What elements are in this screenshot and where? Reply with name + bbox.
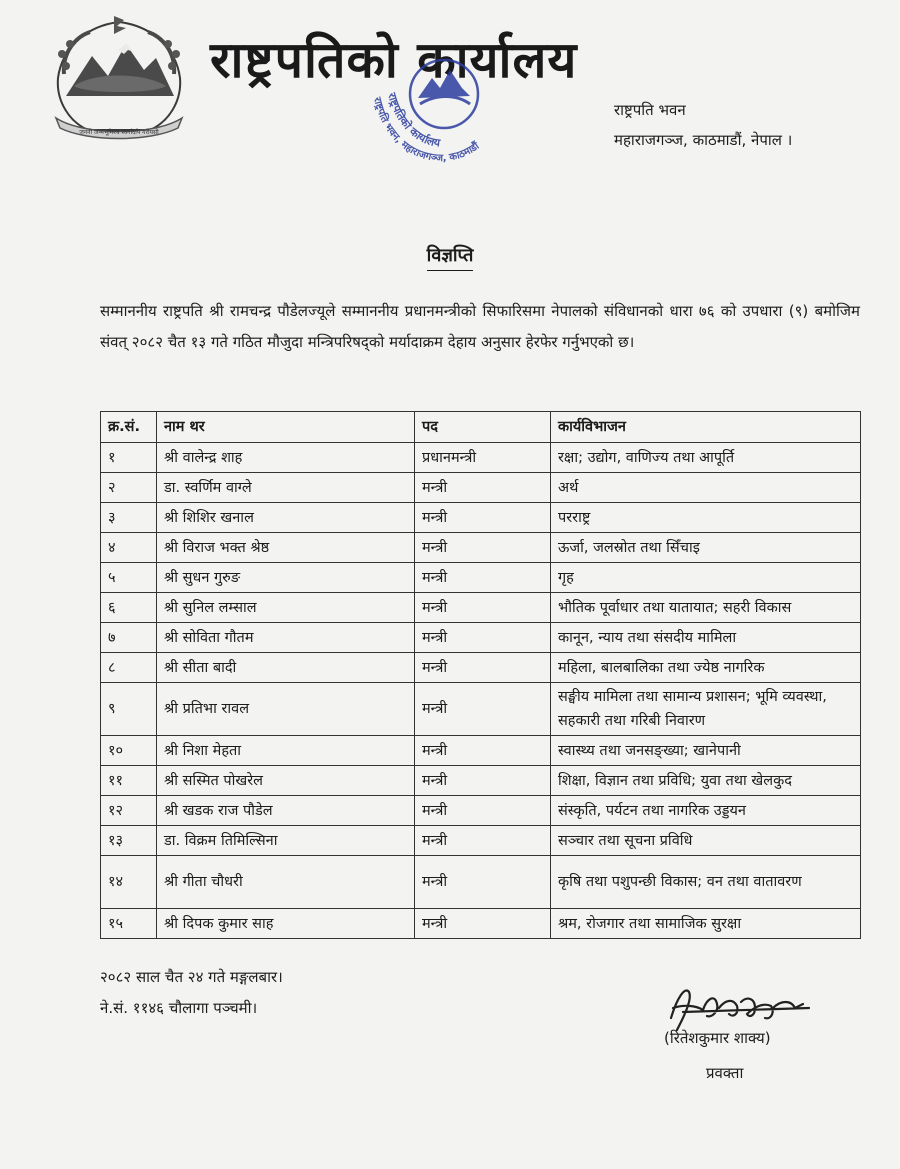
cell-name: डा. विक्रम तिमिल्सिना xyxy=(157,826,415,856)
office-title: राष्ट्रपतिको कार्यालय xyxy=(210,31,578,89)
seal-subtext: राष्ट्रपति भवन, महाराजगञ्ज, काठमाडौं xyxy=(371,96,482,165)
table-header-row xyxy=(101,412,861,443)
cell-position: मन्त्री xyxy=(415,473,551,503)
cell-name: श्री गीता चौधरी xyxy=(157,856,415,909)
svg-text:राष्ट्रपति भवन, महाराजगञ्ज, का xyxy=(371,95,482,164)
cell-name: श्री सीता बादी xyxy=(157,653,415,683)
cell-serial: ५ xyxy=(101,563,157,593)
column-header-portfolio: कार्यविभाजन xyxy=(551,412,861,443)
cell-serial: ९ xyxy=(101,683,157,736)
cell-serial: १३ xyxy=(101,826,157,856)
address-line-2: महाराजगञ्ज, काठमाडौं, नेपाल । xyxy=(614,131,793,149)
cell-position: मन्त्री xyxy=(415,766,551,796)
cell-name: श्री विराज भक्त श्रेष्ठ xyxy=(157,533,415,563)
column-header-serial: क्र.सं. xyxy=(101,412,157,443)
cell-serial: ११ xyxy=(101,766,157,796)
office-address xyxy=(614,95,792,155)
notice-heading-text: विज्ञप्ति xyxy=(427,245,474,271)
cell-serial: ७ xyxy=(101,623,157,653)
table-row xyxy=(101,443,861,473)
cell-serial: १५ xyxy=(101,909,157,939)
cell-position: मन्त्री xyxy=(415,856,551,909)
date-line-ns: ने.सं. ११४६ चौलागा पञ्चमी। xyxy=(100,999,258,1017)
cell-name: श्री दिपक कुमार साह xyxy=(157,909,415,939)
office-seal-icon xyxy=(366,54,514,178)
cell-portfolio: कानून, न्याय तथा संसदीय मामिला xyxy=(551,623,861,653)
signer-role: प्रवक्ता xyxy=(706,1064,744,1082)
cell-position: मन्त्री xyxy=(415,593,551,623)
notice-body: सम्माननीय राष्ट्रपति श्री रामचन्द्र पौडेलज्यूले सम्माननीय प्रधानमन्त्रीको सिफारिसमा नेपालको संविधानको धारा ७६ को उपधारा (९) बमोजिम संवत् २०८२ चैत १३ गते गठित मौजुदा मन्त्रिपरिषद्को मर्यादाक्रम देहाय अनुसार हेरफेर गर्नुभएको छ। xyxy=(100,302,860,351)
table-row xyxy=(101,909,861,939)
cell-portfolio: स्वास्थ्य तथा जनसङ्ख्या; खानेपानी xyxy=(551,736,861,766)
cell-portfolio: भौतिक पूर्वाधार तथा यातायात; सहरी विकास xyxy=(551,593,861,623)
table-row xyxy=(101,533,861,563)
table-row xyxy=(101,856,861,909)
date-line-bs: २०८२ साल चैत २४ गते मङ्गलबार। xyxy=(100,968,283,986)
cell-name: श्री निशा मेहता xyxy=(157,736,415,766)
cell-portfolio: रक्षा; उद्योग, वाणिज्य तथा आपूर्ति xyxy=(551,443,861,473)
cell-portfolio: सङ्घीय मामिला तथा सामान्य प्रशासन; भूमि व्यवस्था, सहकारी तथा गरिबी निवारण xyxy=(551,683,861,736)
cell-portfolio: अर्थ xyxy=(551,473,861,503)
cell-position: मन्त्री xyxy=(415,653,551,683)
cell-name: श्री सोविता गौतम xyxy=(157,623,415,653)
table-row xyxy=(101,683,861,736)
cell-position: प्रधानमन्त्री xyxy=(415,443,551,473)
cell-name: श्री सस्मित पोखरेल xyxy=(157,766,415,796)
cell-position: मन्त्री xyxy=(415,563,551,593)
cell-position: मन्त्री xyxy=(415,736,551,766)
cell-serial: ८ xyxy=(101,653,157,683)
cell-name: श्री सुनिल लम्साल xyxy=(157,593,415,623)
cell-position: मन्त्री xyxy=(415,909,551,939)
table-row xyxy=(101,653,861,683)
notice-heading xyxy=(0,243,900,267)
cell-serial: ६ xyxy=(101,593,157,623)
cell-serial: ४ xyxy=(101,533,157,563)
cell-position: मन्त्री xyxy=(415,623,551,653)
table-row xyxy=(101,473,861,503)
table-row xyxy=(101,593,861,623)
table-row xyxy=(101,736,861,766)
table-row xyxy=(101,623,861,653)
seal-text: राष्ट्रपतिको कार्यालय xyxy=(385,91,441,150)
cell-name: श्री सुधन गुरुङ xyxy=(157,563,415,593)
cell-portfolio: संस्कृति, पर्यटन तथा नागरिक उड्डयन xyxy=(551,796,861,826)
cell-serial: १२ xyxy=(101,796,157,826)
table-row xyxy=(101,826,861,856)
cell-portfolio: महिला, बालबालिका तथा ज्येष्ठ नागरिक xyxy=(551,653,861,683)
cell-serial: ३ xyxy=(101,503,157,533)
cell-portfolio: परराष्ट्र xyxy=(551,503,861,533)
column-header-name: नाम थर xyxy=(157,412,415,443)
nepal-emblem-icon xyxy=(44,14,194,142)
cell-portfolio: शिक्षा, विज्ञान तथा प्रविधि; युवा तथा खेलकुद xyxy=(551,766,861,796)
table-row xyxy=(101,766,861,796)
cell-serial: १० xyxy=(101,736,157,766)
cell-name: श्री खडक राज पौडेल xyxy=(157,796,415,826)
cell-position: मन्त्री xyxy=(415,503,551,533)
cell-portfolio: कृषि तथा पशुपन्छी विकास; वन तथा वातावरण xyxy=(551,856,861,909)
cell-position: मन्त्री xyxy=(415,683,551,736)
table-row xyxy=(101,503,861,533)
cell-portfolio: सञ्चार तथा सूचना प्रविधि xyxy=(551,826,861,856)
cell-position: मन्त्री xyxy=(415,796,551,826)
table-row xyxy=(101,563,861,593)
cell-name: श्री वालेन्द्र शाह xyxy=(157,443,415,473)
column-header-position: पद xyxy=(415,412,551,443)
table-row xyxy=(101,796,861,826)
address-line-1: राष्ट्रपति भवन xyxy=(614,101,686,119)
emblem-caption: जननी जन्मभूमिश्च स्वर्गादपि गरीयसी xyxy=(79,129,159,136)
cell-portfolio: ऊर्जा, जलस्रोत तथा सिँचाइ xyxy=(551,533,861,563)
cell-position: मन्त्री xyxy=(415,533,551,563)
cell-name: डा. स्वर्णिम वाग्ले xyxy=(157,473,415,503)
cell-portfolio: गृह xyxy=(551,563,861,593)
signer-name: (रितेशकुमार शाक्य) xyxy=(664,1029,771,1047)
cell-serial: १४ xyxy=(101,856,157,909)
cell-serial: २ xyxy=(101,473,157,503)
cell-serial: १ xyxy=(101,443,157,473)
cell-portfolio: श्रम, रोजगार तथा सामाजिक सुरक्षा xyxy=(551,909,861,939)
signature-text: रितेश शाक्य xyxy=(663,978,668,979)
cell-name: श्री प्रतिभा रावल xyxy=(157,683,415,736)
cell-name: श्री शिशिर खनाल xyxy=(157,503,415,533)
issue-date xyxy=(100,962,283,1024)
cabinet-table xyxy=(100,411,861,939)
cell-position: मन्त्री xyxy=(415,826,551,856)
